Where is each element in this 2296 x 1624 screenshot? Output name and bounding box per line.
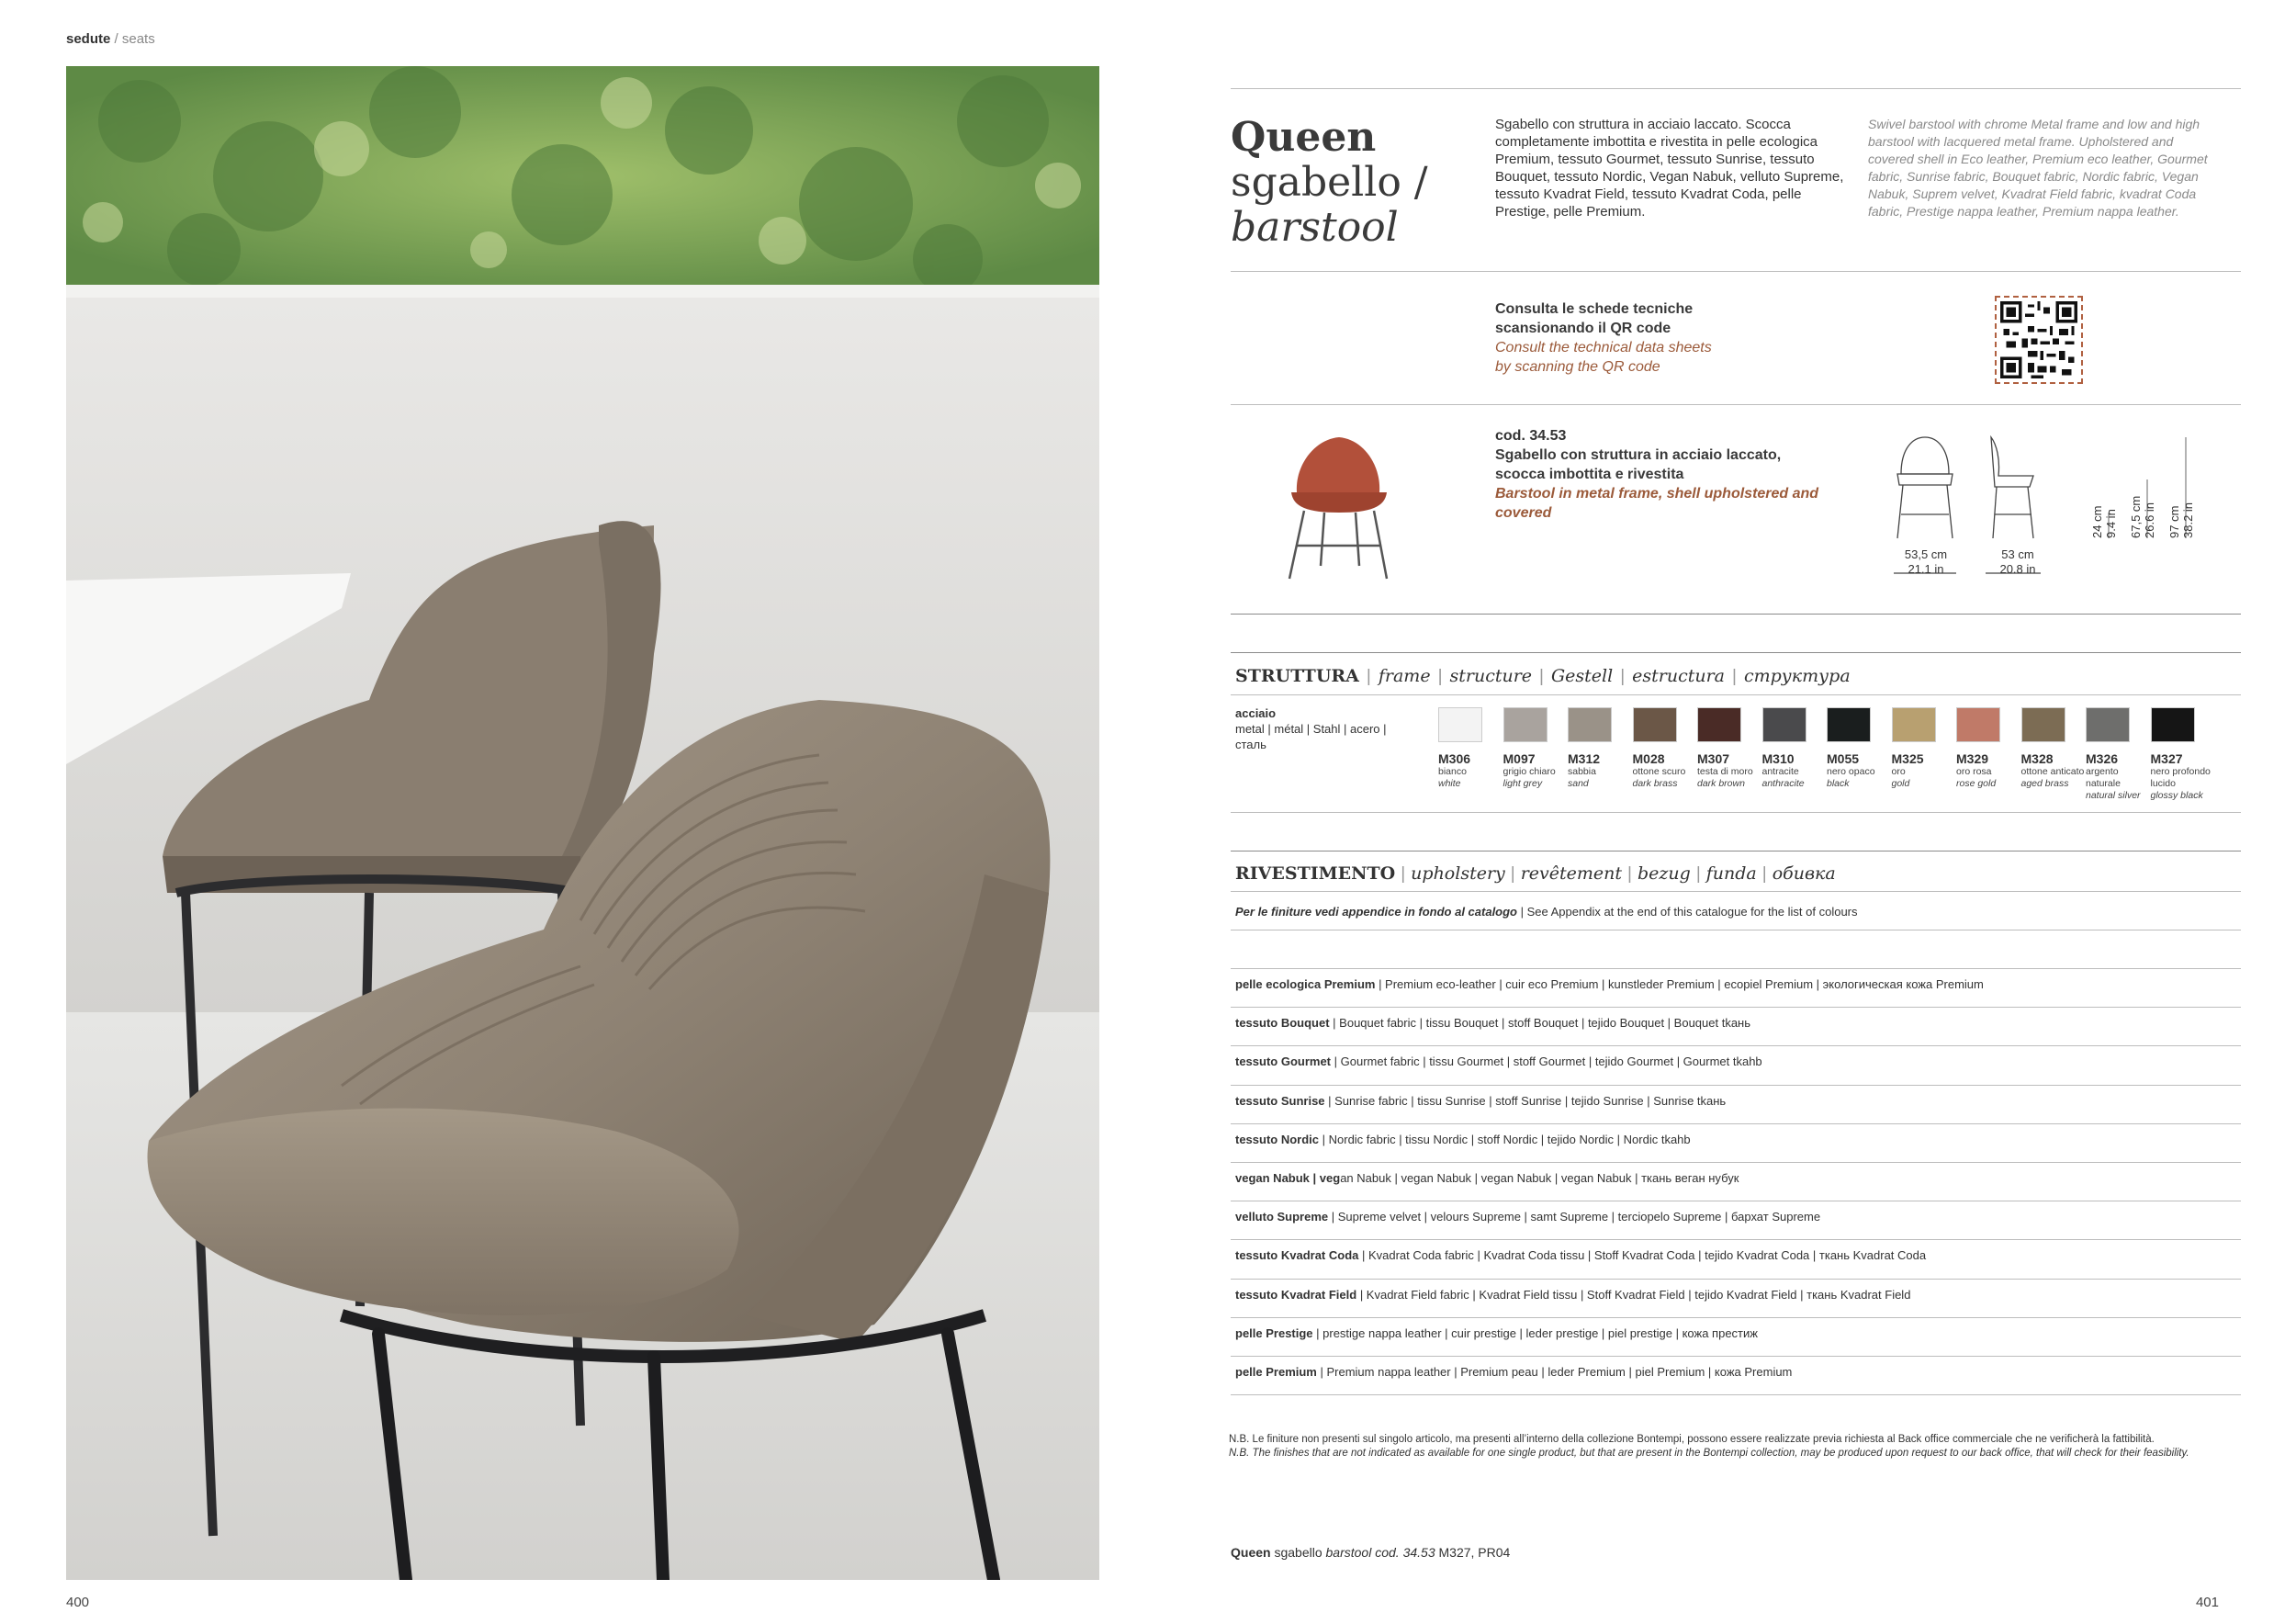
material-translations: | Kvadrat Field fabric | Kvadrat Field tissu | Stoff Kvadrat Field | tejido Kvadrat Field | ткань Kvadrat Field	[1356, 1287, 1911, 1302]
swatch-name-en: white	[1438, 778, 1461, 789]
structure-label: STRUTTURA	[1235, 666, 1359, 686]
qr-text-it-2: scansionando il QR code	[1495, 321, 1671, 336]
swatch-name-it: argento naturale	[2086, 766, 2121, 789]
swatch-name-en: aged brass	[2020, 778, 2069, 789]
photo-caption: Queen sgabello barstool cod. 34.53 M327, PR04	[1231, 1545, 1511, 1560]
qr-text-en-1: Consult the technical data sheets	[1495, 340, 1712, 355]
seat-height-2-dimension: 67,5 cm 26.6 in	[2129, 495, 2156, 538]
upholstery-material-row	[1235, 1171, 1739, 1185]
upholstery-material-row	[1235, 1133, 1691, 1146]
finish-swatch	[1697, 707, 1761, 790]
swatch-name-en: anthracite	[1761, 778, 1805, 789]
finish-swatch	[1438, 707, 1503, 790]
swatch-name-en: sand	[1568, 778, 1589, 789]
swatch-name-it: bianco	[1438, 766, 1467, 777]
page-number-right: 401	[2195, 1595, 2219, 1610]
swatch-code: M097	[1503, 751, 1536, 766]
upholstery-note: Per le finiture vedi appendice in fondo al catalogo | See Appendix at the end of this catalogue for the list of colours	[1235, 905, 1858, 919]
divider	[1231, 1279, 2241, 1280]
total-height-dimension: 97 cm 38.2 in	[2167, 502, 2195, 538]
swatch-chip	[1697, 707, 1741, 742]
qr-text-it-1: Consulta le schede tecniche	[1495, 301, 1694, 317]
product-thumbnail	[1278, 428, 1400, 582]
material-translations: | Kvadrat Coda fabric | Kvadrat Coda tissu | Stoff Kvadrat Coda | tejido Kvadrat Coda | ткань Kvadrat Coda	[1358, 1248, 1927, 1263]
swatch-name-it: antracite	[1761, 766, 1799, 777]
product-info	[1495, 426, 1844, 523]
divider	[1231, 1123, 2241, 1124]
swatch-name-en: gold	[1891, 778, 1910, 789]
finish-swatch	[1762, 707, 1827, 790]
swatch-name-it: oro	[1891, 766, 1906, 777]
swatch-name-en: rose gold	[1956, 778, 1997, 789]
material-translations: | Premium nappa leather | Premium peau | leder Premium | piel Premium | кожа Premium	[1316, 1365, 1793, 1379]
upholstery-material-row	[1235, 1054, 1762, 1068]
title-type-en: barstool	[1231, 204, 1399, 251]
material-name: vegan Nabuk | veg	[1235, 1171, 1341, 1185]
swatch-chip	[1568, 707, 1612, 742]
swatch-code: M307	[1697, 751, 1730, 766]
material-name: tessuto Kvadrat Coda	[1235, 1248, 1359, 1263]
divider	[1231, 694, 2241, 695]
upholstery-label: RIVESTIMENTO	[1235, 863, 1396, 884]
finish-swatch	[2151, 707, 2215, 802]
swatch-code: M327	[2150, 751, 2183, 766]
finish-swatch	[1892, 707, 1956, 790]
material-name: tessuto Sunrise	[1235, 1093, 1325, 1108]
structure-material: acciaio metal | métal | Stahl | acero | сталь	[1235, 706, 1387, 751]
depth-dimension: 53 cm 20.8 in	[1999, 547, 2036, 576]
divider	[1231, 1045, 2241, 1046]
finishes-note-en: N.B. The finishes that are not indicated as available for one single product, but that are present in the Bontempi collection, may be produced upon request to our back office, that will check for their feasibility.	[1229, 1448, 2189, 1459]
divider	[1231, 1394, 2241, 1395]
material-name: tessuto Kvadrat Field	[1235, 1287, 1357, 1302]
upholstery-material-row	[1235, 1248, 1926, 1262]
divider	[1231, 1239, 2241, 1240]
finish-swatch	[1503, 707, 1568, 790]
product-desc-it-2: scocca imbottita e rivestita	[1495, 467, 1684, 482]
material-name: pelle Prestige	[1235, 1325, 1313, 1340]
swatch-chip	[1633, 707, 1677, 742]
swatch-name-en: black	[1827, 778, 1850, 789]
swatch-code: M028	[1632, 751, 1665, 766]
material-name: tessuto Nordic	[1235, 1132, 1320, 1146]
upholstery-material-row	[1235, 1326, 1758, 1340]
swatch-code: M055	[1827, 751, 1860, 766]
swatch-name-it: oro rosa	[1956, 766, 1992, 777]
material-translations: | Premium eco-leather | cuir eco Premium | kunstleder Premium | ecopiel Premium | экологическая кожа Premium	[1375, 977, 1984, 991]
finish-swatch	[1827, 707, 1891, 790]
swatch-name-en: glossy black	[2150, 790, 2203, 801]
description-it: Sgabello con struttura in acciaio laccato. Scocca completamente imbottita e rivestita in pelle ecologica Premium, tessuto Gourmet, tessuto Sunrise, tessuto Bouquet, tessuto Nordic, Vegan Nabuk, velluto Supreme, tessuto Kvadrat Field, tessuto Kvadrat Coda, pelle Prestige, pelle Premium.	[1495, 117, 1844, 220]
divider	[1231, 404, 2241, 405]
swatch-code: M325	[1891, 751, 1924, 766]
finish-swatch	[1633, 707, 1697, 790]
finishes-note	[1229, 1433, 2248, 1460]
swatch-code: M328	[2020, 751, 2054, 766]
upholstery-material-row	[1235, 1016, 1750, 1030]
product-photo	[66, 66, 1099, 1580]
width-dimension: 53,5 cm 21.1 in	[1904, 547, 1948, 576]
divider	[1231, 1317, 2241, 1318]
material-name: velluto Supreme	[1235, 1210, 1329, 1224]
material-translations: | Gourmet fabric | tissu Gourmet | stoff Gourmet | tejido Gourmet | Gourmet tkahb	[1331, 1054, 1762, 1069]
swatch-name-it: testa di moro	[1697, 766, 1753, 777]
swatch-name-it: ottone anticato	[2020, 766, 2085, 777]
swatch-name-it: ottone scuro	[1632, 766, 1686, 777]
title-type-it: sgabello /	[1231, 159, 1428, 206]
product-desc-it-1: Sgabello con struttura in acciaio laccato,	[1495, 447, 1782, 463]
material-name: pelle ecologica Premium	[1235, 977, 1376, 991]
product-desc-en-1: Barstool in metal frame, shell upholstered and	[1495, 486, 1819, 502]
divider	[1231, 1356, 2241, 1357]
divider	[1231, 652, 2241, 653]
swatch-name-it: nero profondo lucido	[2150, 766, 2211, 789]
finish-swatch	[1956, 707, 2020, 790]
product-code: cod. 34.53	[1495, 428, 1567, 444]
swatch-name-en: dark brown	[1697, 778, 1745, 789]
material-translations: | Nordic fabric | tissu Nordic | stoff Nordic | tejido Nordic | Nordic tkahb	[1319, 1132, 1691, 1146]
material-translations: | prestige nappa leather | cuir prestige | leder prestige | piel prestige | кожа престиж	[1312, 1325, 1758, 1340]
seat-height-dimension: 24 cm 9.4 in	[2090, 505, 2118, 538]
product-title	[1231, 115, 1428, 250]
swatch-name-en: dark brass	[1632, 778, 1678, 789]
upholstery-material-row	[1235, 977, 1984, 991]
divider	[1231, 614, 2241, 615]
material-translations: | Bouquet fabric | tissu Bouquet | stoff Bouquet | tejido Bouquet | Bouquet tkaнь	[1329, 1016, 1751, 1031]
material-translations: an Nabuk | vegan Nabuk | vegan Nabuk | vegan Nabuk | ткань веган нубук	[1340, 1171, 1739, 1185]
material-name: tessuto Bouquet	[1235, 1016, 1330, 1031]
qr-code-icon[interactable]	[1995, 296, 2083, 384]
divider	[1231, 1007, 2241, 1008]
material-translations: | Sunrise fabric | tissu Sunrise | stoff Sunrise | tejido Sunrise | Sunrise tkaнь	[1324, 1093, 1727, 1108]
swatch-name-it: sabbia	[1568, 766, 1596, 777]
swatch-name-en: light grey	[1503, 778, 1543, 789]
swatch-name-it: nero opaco	[1827, 766, 1875, 777]
divider	[1231, 891, 2241, 892]
material-translations: | Supreme velvet | velours Supreme | samt Supreme | terciopelo Supreme | бархат Supreme	[1328, 1210, 1821, 1224]
upholstery-heading: RIVESTIMENTO | upholstery | revêtement | bezug | funda | обивка	[1235, 863, 1836, 884]
swatch-code: M310	[1761, 751, 1795, 766]
swatch-chip	[2086, 707, 2130, 742]
swatch-chip	[1762, 707, 1806, 742]
swatch-code: M306	[1438, 751, 1471, 766]
finish-swatch	[2021, 707, 2086, 790]
section-header	[66, 31, 155, 47]
divider	[1231, 968, 2241, 969]
finish-swatch	[2086, 707, 2150, 802]
swatch-code: M312	[1568, 751, 1601, 766]
section-label-en: seats	[121, 31, 155, 47]
swatch-chip	[1892, 707, 1936, 742]
divider	[1231, 88, 2241, 89]
divider	[1231, 271, 2241, 272]
swatch-chip	[1827, 707, 1871, 742]
swatch-code: M329	[1956, 751, 1989, 766]
swatch-chip	[2151, 707, 2195, 742]
swatch-name-it: grigio chiaro	[1503, 766, 1556, 777]
upholstery-material-row	[1235, 1365, 1792, 1379]
qr-text-en-2: by scanning the QR code	[1495, 359, 1660, 375]
upholstery-material-row	[1235, 1288, 1910, 1302]
page-number-left: 400	[66, 1595, 90, 1610]
swatch-name-en: natural silver	[2086, 790, 2141, 801]
divider	[1231, 1162, 2241, 1163]
upholstery-material-row	[1235, 1210, 1820, 1224]
swatch-code: M326	[2086, 751, 2119, 766]
divider	[1231, 1085, 2241, 1086]
section-label: sedute	[66, 31, 111, 47]
product-desc-en-2: covered	[1495, 505, 1552, 521]
swatch-chip	[2021, 707, 2065, 742]
swatch-chip	[1503, 707, 1548, 742]
finish-swatch	[1568, 707, 1632, 790]
qr-instructions	[1495, 299, 1844, 377]
material-name: tessuto Gourmet	[1235, 1054, 1332, 1069]
swatch-chip	[1956, 707, 2000, 742]
upholstery-material-row	[1235, 1094, 1726, 1108]
finishes-note-it: N.B. Le finiture non presenti sul singolo articolo, ma presenti all’interno della collezione Bontempi, possono essere realizzate previa richiesta al Back office commerciale che ne verificherà la fattibilità.	[1229, 1434, 2155, 1445]
section-separator: /	[114, 31, 118, 47]
title-name: Queen	[1231, 114, 1377, 161]
description-en: Swivel barstool with chrome Metal frame and low and high barstool with lacquered metal frame. Upholstered and covered shell in Eco leather, Premium eco leather, Gourmet fabric, Sunrise fabric, Bouquet fabric, Nordic fabric, Vegan Nabuk, Suprem velvet, Kvadrat Field fabric, kvadrat Coda fabric, Prestige nappa leather, Premium nappa leather.	[1868, 117, 2208, 219]
material-name: pelle Premium	[1235, 1365, 1317, 1379]
swatch-chip	[1438, 707, 1482, 742]
divider	[1231, 812, 2241, 813]
structure-heading: STRUTTURA | frame | structure | Gestell | estructura | структура	[1235, 666, 1851, 686]
